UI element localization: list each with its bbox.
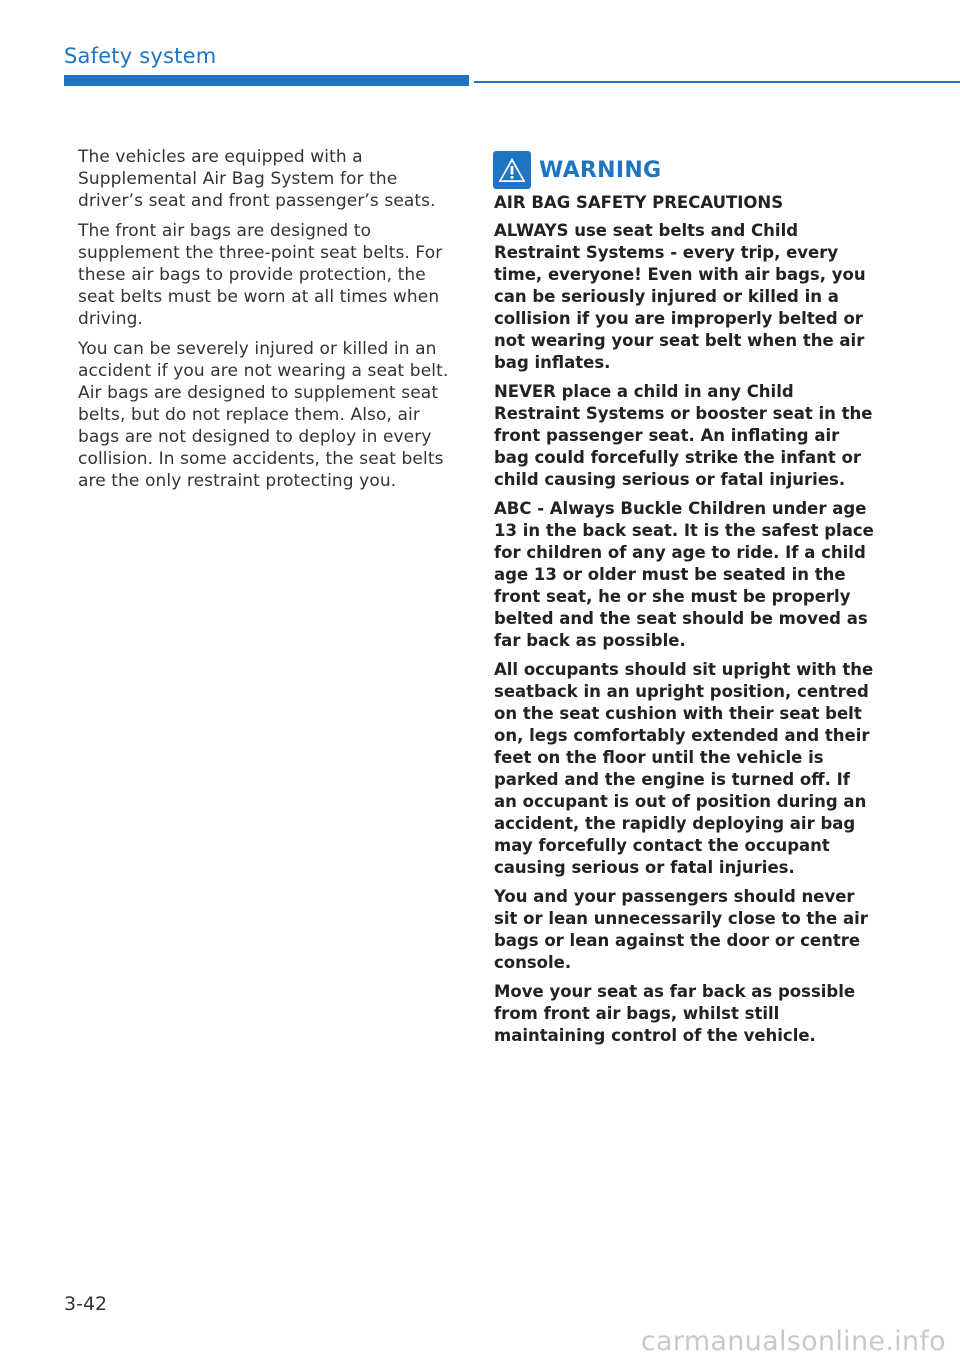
- warning-paragraph: NEVER place a child in any Child Restraint Systems or booster seat in the front passenger seat. An inflating air bag could forcefully strike the infant or child causing serious or fatal injuries.: [494, 382, 873, 489]
- warning-triangle-icon: [493, 151, 531, 189]
- watermark: carmanualsonline.info: [640, 1326, 946, 1357]
- warning-paragraph: Move your seat as far back as possible from front air bags, whilst still maintaining control of the vehicle.: [494, 982, 856, 1045]
- page-number: 3-42: [64, 1293, 108, 1315]
- body-paragraph: The vehicles are equipped with a Supplemental Air Bag System for the driver’s seat and front passenger’s seats.: [78, 147, 436, 211]
- warning-header: [493, 150, 874, 190]
- warning-paragraph: All occupants should sit upright with the seatback in an upright position, centred on the seat cushion with their seat belt on, legs comfortably extended and their feet on the floor until the vehicle is parked and the engine is turned off. If an occupant is out of position during an accident, the rapidly deploying air bag may forcefully contact the occupant causing serious or fatal injuries.: [494, 660, 874, 877]
- warning-subheading: AIR BAG SAFETY PRECAUTIONS: [494, 193, 784, 212]
- warning-paragraph: ABC - Always Buckle Children under age 13 in the back seat. It is the safest place for children of any age to ride. If a child age 13 or older must be seated in the front seat, he or she must be properly belted and the seat should be moved as far back as possible.: [494, 499, 874, 650]
- left-column: [78, 146, 458, 500]
- warning-box: [494, 150, 874, 1054]
- body-paragraph: You can be severely injured or killed in an accident if you are not wearing a seat belt. Air bags are designed to supplement seat belts, but do not replace them. Also, air bags are not designed to deploy in every collision. In some accidents, the seat belts are the only restraint protecting you.: [78, 339, 449, 491]
- warning-paragraph: You and your passengers should never sit or lean unnecessarily close to the air bags or lean against the door or centre console.: [494, 887, 868, 972]
- header-rule-thick: [64, 75, 469, 86]
- header-rule-thin: [474, 81, 960, 83]
- body-paragraph: The front air bags are designed to supplement the three-point seat belts. For these air bags to provide protection, the seat belts must be worn at all times when driving.: [78, 221, 443, 329]
- section-title: Safety system: [64, 44, 217, 68]
- warning-label: WARNING: [539, 157, 662, 183]
- warning-paragraph: ALWAYS use seat belts and Child Restraint Systems - every trip, every time, everyone! Even with air bags, you can be seriously injured or killed in a collision if you are improperly belted or not wearing your seat belt when the air bag inflates.: [494, 221, 866, 372]
